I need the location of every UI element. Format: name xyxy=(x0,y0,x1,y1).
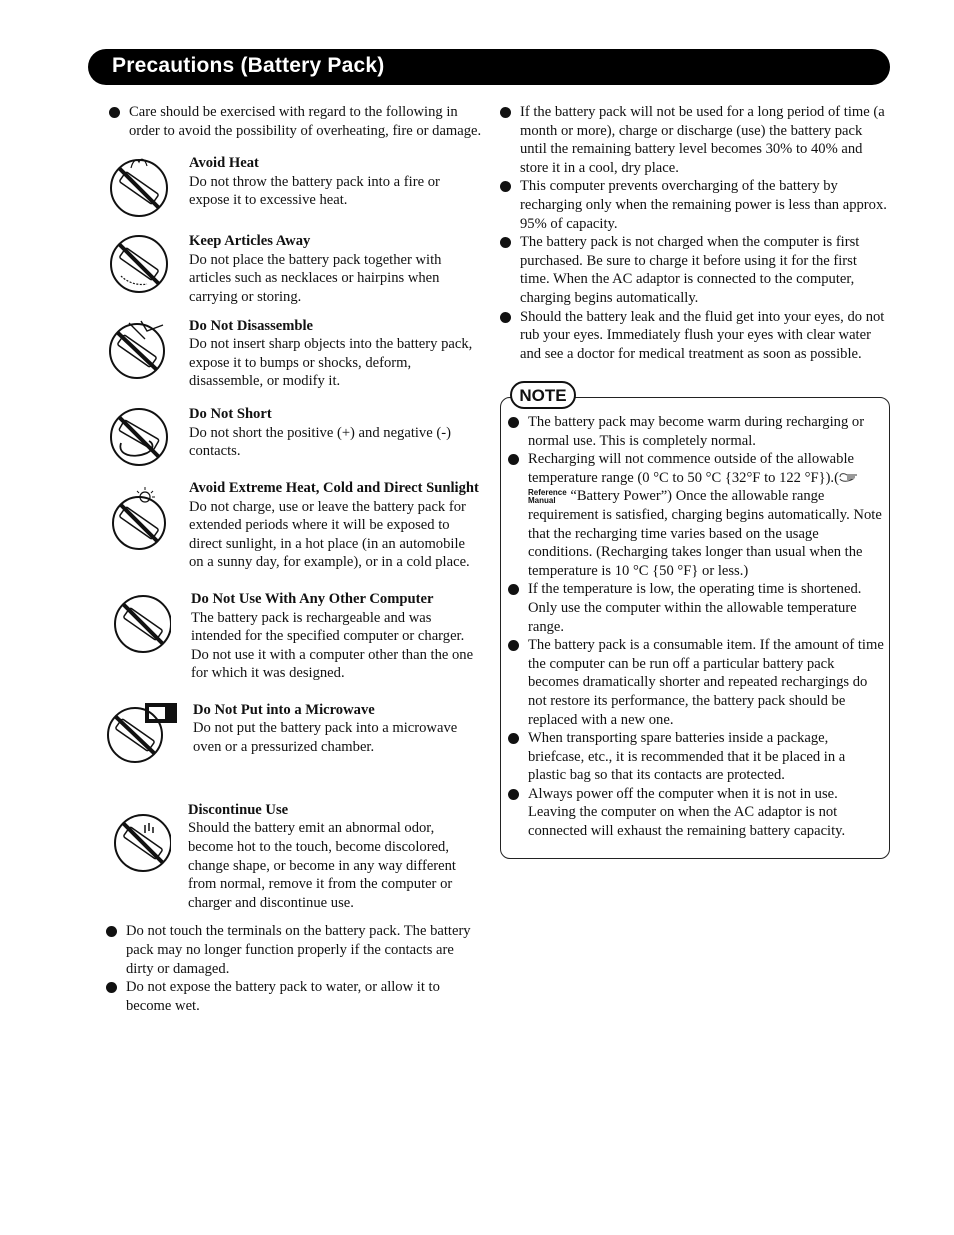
bullet-text: Recharging will not commence outside of the allowable temperature range (0 °C to 50 °C {32°F to 122 °F}).( xyxy=(528,451,854,486)
no-microwave-icon xyxy=(107,701,179,765)
bullet-text: Always power off the computer when it is not in use. Leaving the computer on when the AC adaptor is not connected will exhaust the remaining battery capacity. xyxy=(528,785,846,840)
no-metal-articles-icon xyxy=(107,232,171,296)
bullet-dot xyxy=(508,417,519,428)
bullet-text: The battery pack is a consumable item. If the amount of time the computer can be run off a particular battery pack becomes dramatically shorter and repeated rechargings do not restore its performance, the battery pack should be replaced with a new one. xyxy=(528,637,884,728)
note-label: NOTE xyxy=(510,381,576,409)
leak-bullet xyxy=(498,308,888,364)
item-text: Do not charge, use or leave the battery pack for extended periods where it will be exposed to direct sunlight, in a hot place (in an automobile on a sunny day, for example), or in a cold place. xyxy=(189,498,470,571)
item-heading: Avoid Extreme Heat, Cold and Direct Sunlight xyxy=(189,479,479,496)
item-text: Do not place the battery pack together with articles such as necklaces or hairpins when carrying or storing. xyxy=(189,251,442,305)
precaution-avoid-heat xyxy=(107,154,483,220)
bullet-dot xyxy=(508,584,519,595)
precaution-no-microwave xyxy=(107,701,483,767)
precaution-discontinue-use xyxy=(107,801,483,913)
precaution-no-other-computer xyxy=(107,590,483,683)
item-heading: Do Not Use With Any Other Computer xyxy=(191,590,434,607)
section-title-bar xyxy=(88,49,890,85)
bullet-dot xyxy=(500,312,511,323)
bullet-text: The battery pack may become warm during recharging or normal use. This is completely normal. xyxy=(528,414,865,449)
reference-manual-mark[interactable]: Reference Manual xyxy=(528,488,567,506)
precaution-do-not-disassemble xyxy=(107,317,483,391)
overcharge-bullet xyxy=(498,177,888,233)
note-bullet-power-off xyxy=(506,785,884,841)
precaution-keep-articles-away xyxy=(107,232,483,306)
item-text: Do not insert sharp objects into the battery pack, expose it to bumps or shocks, deform, disassemble, or modify it. xyxy=(189,336,473,390)
bullet-dot xyxy=(508,640,519,651)
precaution-do-not-short xyxy=(107,405,483,471)
terminals-bullet xyxy=(104,922,483,978)
storage-bullet xyxy=(498,103,888,177)
bullet-text: When transporting spare batteries inside a package, briefcase, etc., it is recommended that it be placed in a plastic bag so that its contacts are protected. xyxy=(528,730,846,784)
item-text: The battery pack is rechargeable and was intended for the specified computer or charger. Do not use it with a computer other than the one for which it was designed. xyxy=(191,609,474,682)
right-column xyxy=(498,103,888,363)
note-bullet-low-temp xyxy=(506,580,884,636)
item-text: Do not throw the battery pack into a fire or expose it to excessive heat. xyxy=(189,173,440,209)
no-other-computer-icon xyxy=(107,590,171,654)
precaution-avoid-extreme-conditions xyxy=(107,479,483,572)
bullet-text: “Battery Power”) Once the allowable range requirement is satisfied, charging begins automatically. Note that the recharging time varies based on the usage conditions. (Recharging takes longer than usual when the temperature is 10 °C {50 °F} or less.) xyxy=(528,488,882,579)
bullet-text: Do not expose the battery pack to water, or allow it to become wet. xyxy=(126,979,440,1014)
no-fire-icon xyxy=(107,154,171,218)
item-heading: Do Not Short xyxy=(189,405,272,422)
bullet-dot xyxy=(500,181,511,192)
bullet-text: If the temperature is low, the operating time is shortened. Only use the computer within the allowable temperature range. xyxy=(528,581,862,635)
bullet-dot xyxy=(508,733,519,744)
no-sunlight-icon xyxy=(107,487,171,551)
bullet-dot xyxy=(500,237,511,248)
note-bullet-temperature-range xyxy=(506,450,884,580)
bullet-dot xyxy=(500,107,511,118)
page-title: Precautions (Battery Pack) xyxy=(112,54,385,77)
no-disassemble-icon xyxy=(107,317,171,381)
note-bullet-transport xyxy=(506,729,884,785)
bullet-text: If the battery pack will not be used for a long period of time (a month or more), charge or discharge (use) the battery pack until the remaining battery level becomes 30% to 40% and store it in a cool, dry place. xyxy=(520,104,885,176)
bullet-text: The battery pack is not charged when the computer is first purchased. Be sure to charge it before using it for the first time. When the AC adaptor is connected to the computer, charging begins automatically. xyxy=(520,234,860,306)
item-heading: Discontinue Use xyxy=(188,801,289,818)
note-content xyxy=(506,413,884,841)
item-text: Do not short the positive (+) and negative (-) contacts. xyxy=(189,424,451,460)
no-short-icon xyxy=(107,405,171,469)
item-text: Do not put the battery pack into a microwave oven or a pressurized chamber. xyxy=(193,720,458,756)
item-heading: Do Not Disassemble xyxy=(189,317,314,334)
bullet-text: Should the battery leak and the fluid get into your eyes, do not rub your eyes. Immediately flush your eyes with clear water and see a doctor for medical treatment as soon as possible. xyxy=(520,308,885,362)
left-column xyxy=(107,103,483,1015)
item-text: Should the battery emit an abnormal odor, become hot to the touch, become discolored, change shape, or become in any way different from normal, remove it from the computer or charger and discontinue use. xyxy=(188,820,456,911)
intro-bullet xyxy=(107,103,483,140)
item-heading: Keep Articles Away xyxy=(189,233,311,250)
intro-text: Care should be exercised with regard to the following in order to avoid the possibility of overheating, fire or damage. xyxy=(129,104,482,139)
water-bullet xyxy=(104,978,483,1015)
pointing-hand-icon xyxy=(839,472,859,483)
bullet-dot xyxy=(508,454,519,465)
bullet-dot xyxy=(508,789,519,800)
bullet-dot xyxy=(106,926,117,937)
bullet-text: This computer prevents overcharging of the battery by recharging only when the remaining power is less than approx. 95% of capacity. xyxy=(520,178,887,232)
no-leaking-battery-icon xyxy=(107,811,171,875)
note-bullet-consumable xyxy=(506,636,884,729)
item-heading: Avoid Heat xyxy=(189,155,259,172)
bullet-dot xyxy=(106,982,117,993)
first-charge-bullet xyxy=(498,233,888,307)
note-bullet-warm xyxy=(506,413,884,450)
bullet-text: Do not touch the terminals on the battery pack. The battery pack may no longer function properly if the contacts are dirty or damaged. xyxy=(126,923,471,977)
item-heading: Do Not Put into a Microwave xyxy=(193,701,375,718)
bullet-dot xyxy=(109,107,120,118)
